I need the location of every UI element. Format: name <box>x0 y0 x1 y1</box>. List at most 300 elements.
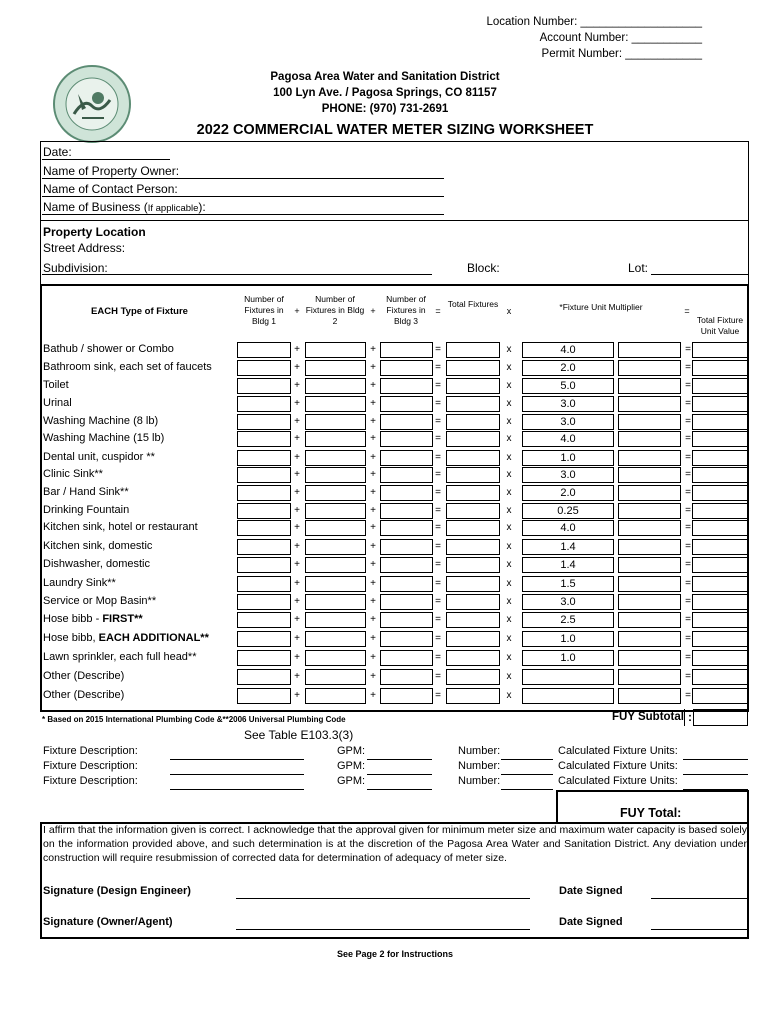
plus-sign: + <box>370 433 376 444</box>
equals-sign: = <box>685 487 691 498</box>
fixture-name: Lawn sprinkler, each full head** <box>43 651 197 663</box>
plus-sign: + <box>294 596 300 607</box>
fixture-unit-value[interactable] <box>692 594 748 610</box>
fixture-name: Dental unit, cuspidor ** <box>43 451 155 463</box>
fixture-unit-value[interactable] <box>692 503 748 519</box>
plus-sign: + <box>294 416 300 427</box>
times-sign: x <box>506 416 512 427</box>
fixture-unit-value[interactable] <box>692 688 748 704</box>
bldg3-count[interactable] <box>380 342 433 358</box>
times-sign: x <box>506 362 512 373</box>
equals-sign: = <box>435 433 441 444</box>
fixture-description-field[interactable] <box>170 759 304 760</box>
multiplier-cell[interactable] <box>522 688 614 704</box>
bldg3-count[interactable] <box>380 631 433 647</box>
bldg1-count[interactable] <box>237 360 291 376</box>
equals-sign: = <box>685 559 691 570</box>
calculated-units-field[interactable] <box>683 774 748 775</box>
multiplier-extra[interactable] <box>618 688 681 704</box>
plus-sign: + <box>294 433 300 444</box>
multiplier-value: 1.0 <box>560 452 576 464</box>
col-bldg3-header: Number of Fixtures in Bldg 3 <box>386 294 426 326</box>
total-fixtures[interactable] <box>446 688 500 704</box>
col-total-header: Total Fixtures <box>447 299 499 309</box>
plus-sign: + <box>294 452 300 463</box>
fixture-name: Hose bibb - FIRST** <box>43 613 143 625</box>
bldg2-count[interactable] <box>305 503 366 519</box>
total-fixtures[interactable] <box>446 650 500 666</box>
plus-sign: + <box>370 671 376 682</box>
fixture-name: Bathroom sink, each set of faucets <box>43 361 212 373</box>
fixture-unit-value[interactable] <box>692 612 748 628</box>
times-sign: x <box>506 652 512 663</box>
total-fixtures[interactable] <box>446 396 500 412</box>
multiplier-value: 1.4 <box>560 559 576 571</box>
bldg2-count[interactable] <box>305 520 366 536</box>
plus-sign: + <box>370 614 376 625</box>
plus-sign: + <box>294 469 300 480</box>
bldg2-count[interactable] <box>305 342 366 358</box>
business-field[interactable] <box>42 214 444 215</box>
property-location-heading: Property Location <box>43 225 146 239</box>
total-fixtures[interactable] <box>446 576 500 592</box>
plus-sign: + <box>294 505 300 516</box>
fuy-subtotal-label: FUY Subtotal <box>612 711 684 723</box>
bldg3-count[interactable] <box>380 414 433 430</box>
fixture-name: Bar / Hand Sink** <box>43 486 129 498</box>
bldg2-count[interactable] <box>305 631 366 647</box>
bldg1-count[interactable] <box>237 612 291 628</box>
equals-sign: = <box>685 505 691 516</box>
total-fixtures[interactable] <box>446 450 500 466</box>
date-label: Date: <box>43 145 72 159</box>
equals-sign: = <box>685 469 691 480</box>
contact-label: Name of Contact Person: <box>43 182 178 196</box>
col-plus-2: + <box>370 306 376 316</box>
multiplier-value: 3.0 <box>560 469 576 481</box>
total-fixtures[interactable] <box>446 414 500 430</box>
owner-signature-label: Signature (Owner/Agent) <box>43 916 173 928</box>
equals-sign: = <box>685 380 691 391</box>
fixture-name: Kitchen sink, hotel or restaurant <box>43 521 198 533</box>
plus-sign: + <box>294 344 300 355</box>
multiplier-extra[interactable] <box>618 612 681 628</box>
equals-sign: = <box>435 633 441 644</box>
plus-sign: + <box>294 578 300 589</box>
fixture-name: Kitchen sink, domestic <box>43 540 153 552</box>
engineer-signature-label: Signature (Design Engineer) <box>43 885 191 897</box>
total-fixtures[interactable] <box>446 485 500 501</box>
bldg1-count[interactable] <box>237 557 291 573</box>
bldg3-count[interactable] <box>380 576 433 592</box>
col-multiplier-header: *Fixture Unit Multiplier <box>559 302 643 312</box>
gpm-label: GPM: <box>337 775 366 787</box>
bldg1-count[interactable] <box>237 576 291 592</box>
multiplier-extra[interactable] <box>618 414 681 430</box>
bldg1-count[interactable] <box>237 594 291 610</box>
multiplier-extra[interactable] <box>618 576 681 592</box>
bldg3-count[interactable] <box>380 431 433 447</box>
equals-sign: = <box>685 690 691 701</box>
fixture-unit-value[interactable] <box>692 539 748 555</box>
fixture-unit-value[interactable] <box>692 557 748 573</box>
bldg1-count[interactable] <box>237 378 291 394</box>
times-sign: x <box>506 633 512 644</box>
fixture-name: Dishwasher, domestic <box>43 558 150 570</box>
equals-sign: = <box>435 344 441 355</box>
plus-sign: + <box>294 487 300 498</box>
times-sign: x <box>506 690 512 701</box>
bldg3-count[interactable] <box>380 539 433 555</box>
calculated-units-field[interactable] <box>683 759 748 760</box>
permit-number[interactable]: Permit Number: ____________ <box>541 48 702 60</box>
equals-sign: = <box>685 433 691 444</box>
account-number[interactable]: Account Number: ___________ <box>539 32 702 44</box>
multiplier-value: 1.5 <box>560 578 576 590</box>
fixture-name: Urinal <box>43 397 72 409</box>
fixture-unit-value[interactable] <box>692 576 748 592</box>
equals-sign: = <box>685 398 691 409</box>
bldg3-count[interactable] <box>380 688 433 704</box>
col-bldg2-header: Number of Fixtures in Bldg 2 <box>305 294 365 326</box>
multiplier-extra[interactable] <box>618 503 681 519</box>
owner-label: Name of Property Owner: <box>43 164 180 178</box>
fixture-description-field[interactable] <box>170 774 304 775</box>
multiplier-value: 4.0 <box>560 522 576 534</box>
multiplier-extra[interactable] <box>618 520 681 536</box>
equals-sign: = <box>685 541 691 552</box>
fixture-description-label: Fixture Description: <box>43 775 138 787</box>
multiplier-extra[interactable] <box>618 485 681 501</box>
bldg2-count[interactable] <box>305 485 366 501</box>
multiplier-value: 4.0 <box>560 344 576 356</box>
equals-sign: = <box>685 671 691 682</box>
total-fixtures[interactable] <box>446 631 500 647</box>
equals-sign: = <box>685 344 691 355</box>
equals-sign: = <box>435 614 441 625</box>
plus-sign: + <box>370 690 376 701</box>
equals-sign: = <box>685 652 691 663</box>
plus-sign: + <box>370 487 376 498</box>
fixture-name: Laundry Sink** <box>43 577 116 589</box>
plus-sign: + <box>294 671 300 682</box>
gpm-field[interactable] <box>367 759 432 760</box>
calculated-units-label: Calculated Fixture Units: <box>558 760 678 772</box>
plus-sign: + <box>294 362 300 373</box>
bldg2-count[interactable] <box>305 612 366 628</box>
plus-sign: + <box>370 596 376 607</box>
plus-sign: + <box>370 469 376 480</box>
lot-field[interactable] <box>651 274 748 275</box>
gpm-field[interactable] <box>367 789 432 790</box>
fixture-name: Bathub / shower or Combo <box>43 343 174 355</box>
bldg1-count[interactable] <box>237 520 291 536</box>
bldg3-count[interactable] <box>380 650 433 666</box>
bldg2-count[interactable] <box>305 431 366 447</box>
multiplier-extra[interactable] <box>618 650 681 666</box>
bldg2-count[interactable] <box>305 650 366 666</box>
total-fixtures[interactable] <box>446 378 500 394</box>
total-fixtures[interactable] <box>446 594 500 610</box>
plus-sign: + <box>294 614 300 625</box>
bldg2-count[interactable] <box>305 414 366 430</box>
block-label: Block: <box>467 261 500 275</box>
bldg3-count[interactable] <box>380 503 433 519</box>
col-fixture-header: EACH Type of Fixture <box>91 306 188 317</box>
bldg2-count[interactable] <box>305 688 366 704</box>
times-sign: x <box>506 433 512 444</box>
bldg2-count[interactable] <box>305 360 366 376</box>
equals-sign: = <box>435 380 441 391</box>
subdivision-label: Subdivision: <box>43 261 108 275</box>
page-footer: See Page 2 for Instructions <box>336 949 454 959</box>
bldg1-count[interactable] <box>237 342 291 358</box>
fixture-unit-value[interactable] <box>692 414 748 430</box>
times-sign: x <box>506 380 512 391</box>
multiplier-extra[interactable] <box>618 396 681 412</box>
fixture-unit-value[interactable] <box>692 431 748 447</box>
plus-sign: + <box>294 380 300 391</box>
engineer-date-field[interactable] <box>651 898 748 899</box>
fixture-description-field[interactable] <box>170 789 304 790</box>
affirmation-text: I affirm that the information given is correct. I acknowledge that the approval given for minimum meter size and maximum water capacity is based solely on the information provided above, and such determination is at the discretion of the Pagosa Area Water and Sanitation District. Any deviation under construction will require resubmission of corrected data for determination of adequacy of meter size. <box>43 824 747 864</box>
multiplier-extra[interactable] <box>618 431 681 447</box>
bldg3-count[interactable] <box>380 594 433 610</box>
equals-sign: = <box>435 416 441 427</box>
fixture-unit-value[interactable] <box>692 450 748 466</box>
equals-sign: = <box>435 690 441 701</box>
bldg2-count[interactable] <box>305 669 366 685</box>
fixture-name: Washing Machine (8 lb) <box>43 415 159 427</box>
fixture-name: Drinking Fountain <box>43 504 130 516</box>
bldg1-count[interactable] <box>237 485 291 501</box>
bldg3-count[interactable] <box>380 450 433 466</box>
plus-sign: + <box>370 416 376 427</box>
plus-sign: + <box>294 559 300 570</box>
times-sign: x <box>506 452 512 463</box>
plus-sign: + <box>370 380 376 391</box>
total-fixtures[interactable] <box>446 431 500 447</box>
see-table-note: See Table E103.3(3) <box>244 728 354 742</box>
multiplier-extra[interactable] <box>618 450 681 466</box>
fixture-unit-value[interactable] <box>692 669 748 685</box>
times-sign: x <box>506 344 512 355</box>
fixture-unit-value[interactable] <box>692 520 748 536</box>
multiplier-value: 2.0 <box>560 362 576 374</box>
plus-sign: + <box>294 541 300 552</box>
times-sign: x <box>506 541 512 552</box>
fuy-subtotal-value[interactable] <box>693 709 748 726</box>
equals-sign: = <box>435 596 441 607</box>
district-name: Pagosa Area Water and Sanitation District <box>270 71 500 83</box>
equals-sign: = <box>435 522 441 533</box>
bldg1-count[interactable] <box>237 669 291 685</box>
district-address: 100 Lyn Ave. / Pagosa Springs, CO 81157 <box>273 87 497 99</box>
total-fixtures[interactable] <box>446 360 500 376</box>
location-number[interactable]: Location Number: ___________________ <box>486 16 702 28</box>
multiplier-extra[interactable] <box>618 378 681 394</box>
plus-sign: + <box>370 578 376 589</box>
bldg1-count[interactable] <box>237 414 291 430</box>
bldg1-count[interactable] <box>237 431 291 447</box>
street-label: Street Address: <box>43 241 126 255</box>
fixture-name: Service or Mop Basin** <box>43 595 157 607</box>
number-field[interactable] <box>501 759 553 760</box>
total-fixtures[interactable] <box>446 539 500 555</box>
multiplier-value: 3.0 <box>560 596 576 608</box>
bldg2-count[interactable] <box>305 396 366 412</box>
times-sign: x <box>506 578 512 589</box>
bldg2-count[interactable] <box>305 594 366 610</box>
equals-sign: = <box>685 596 691 607</box>
fixture-unit-value[interactable] <box>692 467 748 483</box>
bldg1-count[interactable] <box>237 450 291 466</box>
plus-sign: + <box>370 505 376 516</box>
calculated-units-label: Calculated Fixture Units: <box>558 775 678 787</box>
bldg3-count[interactable] <box>380 669 433 685</box>
total-fixtures[interactable] <box>446 467 500 483</box>
plus-sign: + <box>370 652 376 663</box>
equals-sign: = <box>685 452 691 463</box>
plus-sign: + <box>370 362 376 373</box>
multiplier-extra[interactable] <box>618 342 681 358</box>
engineer-date-label: Date Signed <box>559 885 623 897</box>
plus-sign: + <box>370 541 376 552</box>
bldg2-count[interactable] <box>305 539 366 555</box>
number-field[interactable] <box>501 789 553 790</box>
total-fixtures[interactable] <box>446 669 500 685</box>
col-times: x <box>506 306 512 316</box>
bldg2-count[interactable] <box>305 450 366 466</box>
number-field[interactable] <box>501 774 553 775</box>
bldg2-count[interactable] <box>305 378 366 394</box>
multiplier-extra[interactable] <box>618 539 681 555</box>
total-fixtures[interactable] <box>446 503 500 519</box>
number-label: Number: <box>458 760 501 772</box>
fixture-name: Toilet <box>43 379 69 391</box>
bldg2-count[interactable] <box>305 557 366 573</box>
equals-sign: = <box>435 452 441 463</box>
multiplier-value: 1.4 <box>560 541 576 553</box>
bldg1-count[interactable] <box>237 631 291 647</box>
owner-field[interactable] <box>42 178 444 179</box>
fixture-unit-value[interactable] <box>692 360 748 376</box>
bldg1-count[interactable] <box>237 539 291 555</box>
bldg3-count[interactable] <box>380 485 433 501</box>
bldg2-count[interactable] <box>305 576 366 592</box>
equals-sign: = <box>685 578 691 589</box>
contact-field[interactable] <box>42 196 444 197</box>
multiplier-extra[interactable] <box>618 631 681 647</box>
owner-date-field[interactable] <box>651 929 748 930</box>
plus-sign: + <box>294 633 300 644</box>
gpm-label: GPM: <box>337 760 366 772</box>
bldg1-count[interactable] <box>237 503 291 519</box>
engineer-signature-field[interactable] <box>236 898 530 899</box>
equals-sign: = <box>435 398 441 409</box>
fixture-unit-value[interactable] <box>692 485 748 501</box>
bldg1-count[interactable] <box>237 467 291 483</box>
fixture-description-label: Fixture Description: <box>43 745 138 757</box>
bldg3-count[interactable] <box>380 378 433 394</box>
owner-signature-field[interactable] <box>236 929 530 930</box>
equals-sign: = <box>685 362 691 373</box>
multiplier-value: 2.0 <box>560 487 576 499</box>
multiplier-value: 5.0 <box>560 380 576 392</box>
plus-sign: + <box>294 690 300 701</box>
gpm-field[interactable] <box>367 774 432 775</box>
multiplier-value: 3.0 <box>560 398 576 410</box>
bldg3-count[interactable] <box>380 467 433 483</box>
equals-sign: = <box>435 559 441 570</box>
equals-sign: = <box>435 362 441 373</box>
bldg3-count[interactable] <box>380 396 433 412</box>
bldg1-count[interactable] <box>237 688 291 704</box>
multiplier-extra[interactable] <box>618 557 681 573</box>
bldg2-count[interactable] <box>305 467 366 483</box>
bldg3-count[interactable] <box>380 557 433 573</box>
multiplier-extra[interactable] <box>618 360 681 376</box>
equals-sign: = <box>435 469 441 480</box>
subdivision-field[interactable] <box>42 274 432 275</box>
bldg3-count[interactable] <box>380 360 433 376</box>
bldg1-count[interactable] <box>237 396 291 412</box>
total-fixtures[interactable] <box>446 612 500 628</box>
fixture-name: Clinic Sink** <box>43 468 103 480</box>
multiplier-cell[interactable] <box>522 669 614 685</box>
fixture-unit-value[interactable] <box>692 650 748 666</box>
number-label: Number: <box>458 775 501 787</box>
plus-sign: + <box>294 652 300 663</box>
number-label: Number: <box>458 745 501 757</box>
multiplier-extra[interactable] <box>618 669 681 685</box>
code-footnote: * Based on 2015 International Plumbing Code &**2006 Universal Plumbing Code <box>42 715 346 724</box>
bldg3-count[interactable] <box>380 612 433 628</box>
times-sign: x <box>506 398 512 409</box>
fixture-name: Washing Machine (15 lb) <box>43 432 165 444</box>
fixture-unit-value[interactable] <box>692 378 748 394</box>
plus-sign: + <box>370 344 376 355</box>
fixture-name: Hose bibb, EACH ADDITIONAL** <box>43 632 209 644</box>
equals-sign: = <box>435 652 441 663</box>
equals-sign: = <box>435 578 441 589</box>
date-field[interactable] <box>42 159 170 160</box>
fixture-unit-value[interactable] <box>692 396 748 412</box>
col-plus-1: + <box>294 306 300 316</box>
multiplier-extra[interactable] <box>618 467 681 483</box>
times-sign: x <box>506 522 512 533</box>
calculated-units-label: Calculated Fixture Units: <box>558 745 678 757</box>
times-sign: x <box>506 671 512 682</box>
multiplier-extra[interactable] <box>618 594 681 610</box>
plus-sign: + <box>370 522 376 533</box>
plus-sign: + <box>370 633 376 644</box>
bldg3-count[interactable] <box>380 520 433 536</box>
fixture-unit-value[interactable] <box>692 342 748 358</box>
business-label: Name of Business (If applicable): <box>43 200 206 214</box>
bldg1-count[interactable] <box>237 650 291 666</box>
total-fixtures[interactable] <box>446 557 500 573</box>
equals-sign: = <box>435 671 441 682</box>
total-fixtures[interactable] <box>446 520 500 536</box>
total-fixtures[interactable] <box>446 342 500 358</box>
multiplier-value: 1.0 <box>560 633 576 645</box>
col-bldg1-header: Number of Fixtures in Bldg 1 <box>244 294 284 326</box>
fixture-unit-value[interactable] <box>692 631 748 647</box>
plus-sign: + <box>294 522 300 533</box>
equals-sign: = <box>435 541 441 552</box>
fixture-description-label: Fixture Description: <box>43 760 138 772</box>
